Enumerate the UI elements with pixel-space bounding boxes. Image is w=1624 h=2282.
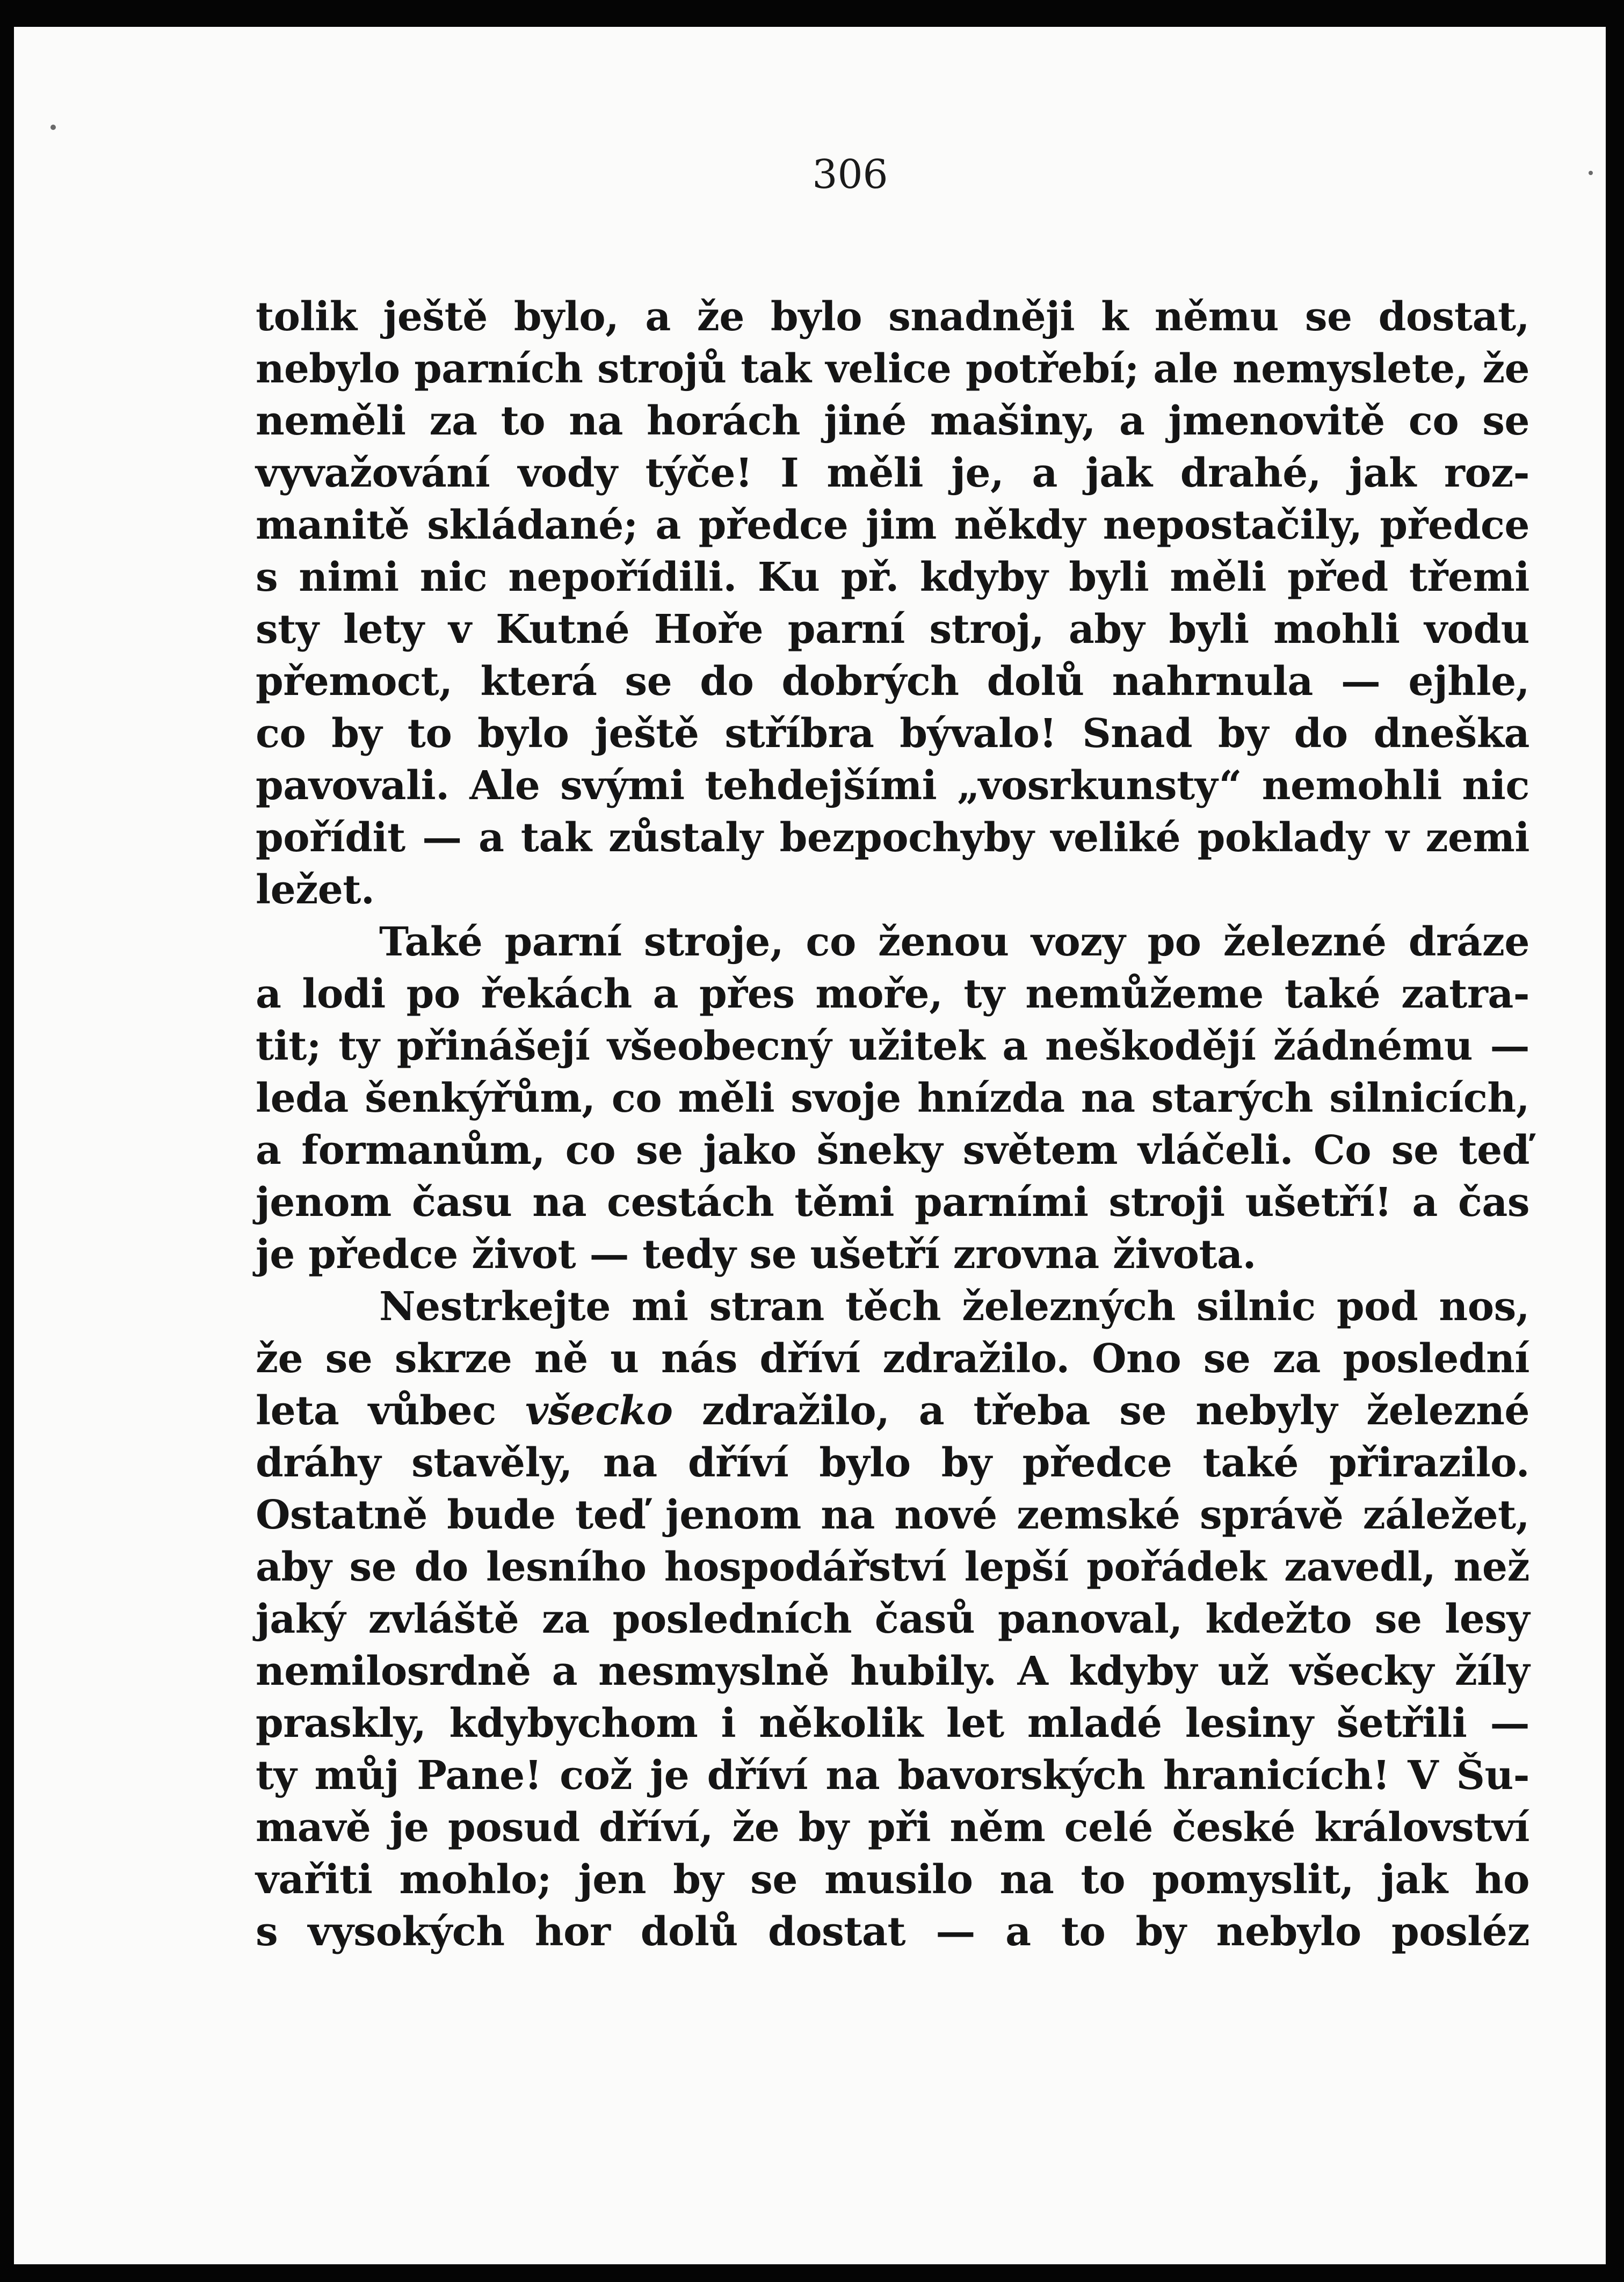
paragraph-1 [256, 291, 1529, 916]
text-line: ležet. [256, 867, 375, 913]
text-line: pavovali. Ale svými tehdejšími „vosrkunsty“ nemohli nic [256, 763, 1529, 809]
text-line: je předce život — tedy se ušetří zrovna života. [256, 1231, 1256, 1278]
book-page [14, 27, 1606, 2264]
text-line: ty můj Pane! což je dříví na bavorských hranicích! V Šu- [256, 1752, 1529, 1799]
text-line: tolik ještě bylo, a že bylo snadněji k němu se dostat, [256, 294, 1529, 340]
text-line: manitě skládané; a předce jim někdy nepostačily, předce [256, 502, 1529, 548]
text-line: vyvažování vody týče! I měli je, a jak drahé, jak roz- [256, 450, 1529, 496]
text-line: Ostatně bude teď jenom na nové zemské správě záležet, [256, 1492, 1529, 1538]
page-number: 306 [812, 151, 888, 198]
text-line: pořídit — a tak zůstaly bezpochyby veliké poklady v zemi [256, 815, 1529, 861]
text-line: s nimi nic nepořídili. Ku př. kdyby byli měli před třemi [256, 554, 1529, 600]
text-line: sty lety v Kutné Hoře parní stroj, aby byli mohli vodu [256, 606, 1529, 653]
paragraph-2 [256, 916, 1529, 1281]
text-line: vařiti mohlo; jen by se musilo na to pomyslit, jak ho [256, 1857, 1529, 1903]
text-segment: leta vůbec [256, 1388, 526, 1434]
text-line: Také parní stroje, co ženou vozy po železné dráze [379, 919, 1529, 965]
text-line: nemilosrdně a nesmyslně hubily. A kdyby už všecky žíly [256, 1648, 1529, 1694]
text-line: jaký zvláště za posledních časů panoval, kdežto se lesy [256, 1596, 1529, 1642]
text-line: a lodi po řekách a přes moře, ty nemůžeme také zatra- [256, 971, 1529, 1017]
text-line: Nestrkejte mi stran těch železných silnic pod nos, [379, 1284, 1529, 1330]
text-line-with-italic [256, 1385, 1529, 1437]
text-line: jenom času na cestách těmi parními stroji ušetří! a čas [256, 1179, 1529, 1226]
text-segment: zdražilo, a třeba se nebyly železné [672, 1388, 1529, 1434]
text-line: praskly, kdybychom i několik let mladé lesiny šetřili — [256, 1700, 1529, 1747]
text-line: leda šenkýřům, co měli svoje hnízda na starých silnicích, [256, 1075, 1529, 1121]
text-line: přemoct, která se do dobrých dolů nahrnula — ejhle, [256, 658, 1529, 705]
text-line: nebylo parních strojů tak velice potřebí; ale nemyslete, že [256, 346, 1529, 392]
body-text [256, 291, 1529, 1958]
ink-speck [50, 125, 56, 130]
text-line: tit; ty přinášejí všeobecný užitek a neškodějí žádnému — [256, 1023, 1529, 1069]
text-line: mavě je posud dříví, že by při něm celé české království [256, 1805, 1529, 1851]
text-line: neměli za to na horách jiné mašiny, a jmenovitě co se [256, 398, 1529, 444]
text-line: aby se do lesního hospodářství lepší pořádek zavedl, než [256, 1544, 1529, 1590]
text-line: s vysokých hor dolů dostat — a to by nebylo posléz [256, 1909, 1529, 1955]
paragraph-3 [256, 1281, 1529, 1958]
text-line: že se skrze ně u nás dříví zdražilo. Ono se za poslední [256, 1336, 1529, 1382]
text-line: dráhy stavěly, na dříví bylo by předce také přirazilo. [256, 1440, 1529, 1486]
text-line: a formanům, co se jako šneky světem vláčeli. Co se teď [256, 1127, 1529, 1173]
italic-word: všecko [525, 1388, 673, 1434]
text-line: co by to bylo ještě stříbra bývalo! Snad by do dneška [256, 711, 1529, 757]
